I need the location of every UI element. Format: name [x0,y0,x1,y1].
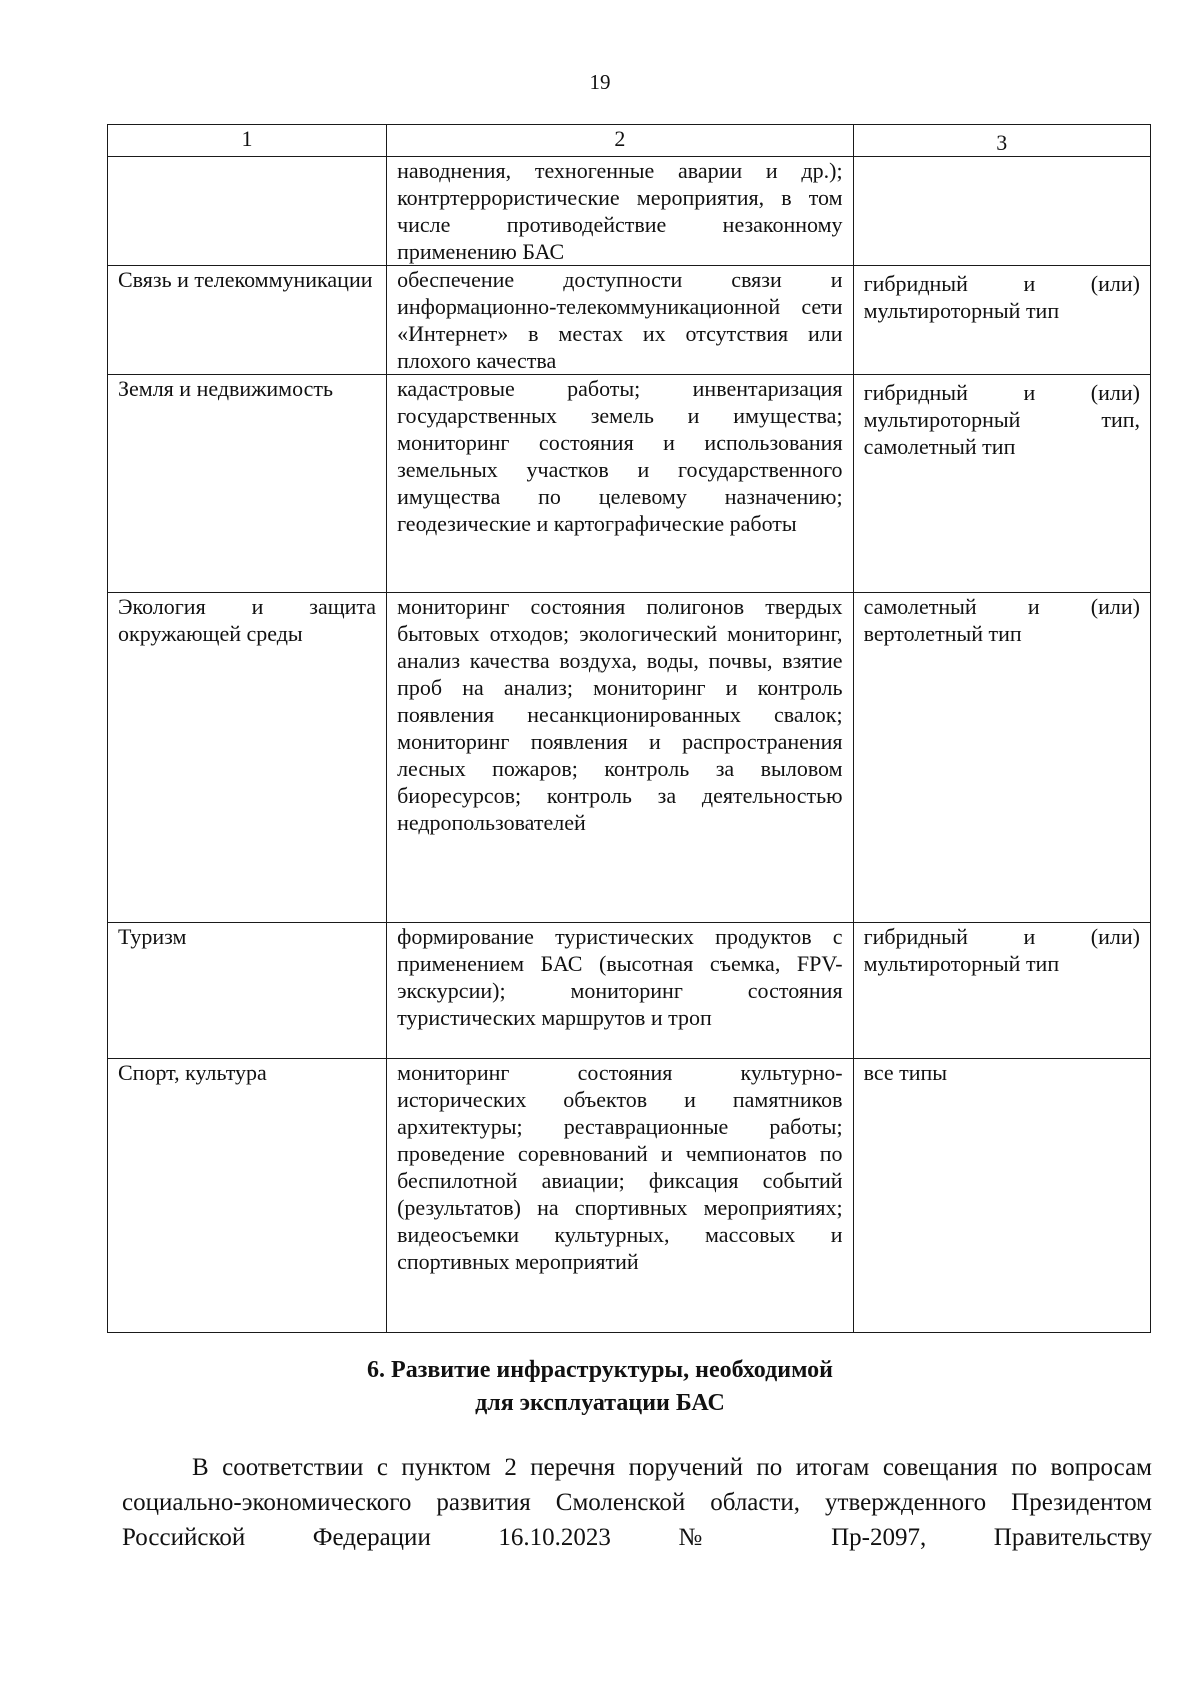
sector-cell [108,157,387,266]
uas-type-cell: гибридный и (или) мультироторный тип, самолетный тип [853,375,1150,593]
table-row [108,1059,1151,1333]
table-row [108,923,1151,1059]
uas-applications-table [107,124,1151,1333]
column-header-3: 3 [853,125,1150,157]
sector-cell: Земля и недвижимость [108,375,387,593]
uas-type-cell: все типы [853,1059,1150,1333]
table-row [108,593,1151,923]
tasks-cell: мониторинг состояния культурно-исторических объектов и памятников архитектуры; реставрационные работы; проведение соревнований и чемпионатов по беспилотной авиации; фиксация событий (результатов) на спортивных мероприятиях; видеосъемки культурных, массовых и спортивных мероприятий [387,1059,853,1333]
uas-type-cell: самолетный и (или) вертолетный тип [853,593,1150,923]
section-title [0,1354,1200,1420]
sector-cell: Экология и защита окружающей среды [108,593,387,923]
section-title-line-1: 6. Развитие инфраструктуры, необходимой [367,1357,833,1383]
column-header-1: 1 [108,125,387,157]
tasks-cell: обеспечение доступности связи и информационно-телекоммуникационной сети «Интернет» в местах их отсутствия или плохого качества [387,266,853,375]
sector-cell: Туризм [108,923,387,1059]
tasks-cell: кадастровые работы; инвентаризация государственных земель и имущества; мониторинг состояния и использования земельных участков и государственного имущества по целевому назначению; геодезические и картографические работы [387,375,853,593]
uas-type-cell: гибридный и (или) мультироторный тип [853,266,1150,375]
tasks-cell: наводнения, техногенные аварии и др.); контртеррористические мероприятия, в том числе противодействие незаконному применению БАС [387,157,853,266]
table-row [108,375,1151,593]
tasks-cell: формирование туристических продуктов с применением БАС (высотная съемка, FPV-экскурсии); мониторинг состояния туристических маршрутов и троп [387,923,853,1059]
uas-type-cell: гибридный и (или) мультироторный тип [853,923,1150,1059]
column-header-2: 2 [387,125,853,157]
table-header-row [108,125,1151,157]
table-row [108,266,1151,375]
page-number: 19 [589,70,611,94]
uas-type-cell [853,157,1150,266]
sector-cell: Связь и телекоммуникации [108,266,387,375]
table-row [108,157,1151,266]
section-title-line-2: для эксплуатации БАС [475,1390,725,1416]
body-paragraph: В соответствии с пунктом 2 перечня поручений по итогам совещания по вопросам социально-экономического развития Смоленской области, утвержденного Президентом Российской Федерации 16.10.2023 № Пр-2097, Правительству [122,1454,1152,1551]
tasks-cell: мониторинг состояния полигонов твердых бытовых отходов; экологический мониторинг, анализ качества воздуха, воды, почвы, взятие проб на анализ; мониторинг и контроль появления несанкционированных свалок; мониторинг появления и распространения лесных пожаров; контроль за выловом биоресурсов; контроль за деятельностью недропользователей [387,593,853,923]
sector-cell: Спорт, культура [108,1059,387,1333]
